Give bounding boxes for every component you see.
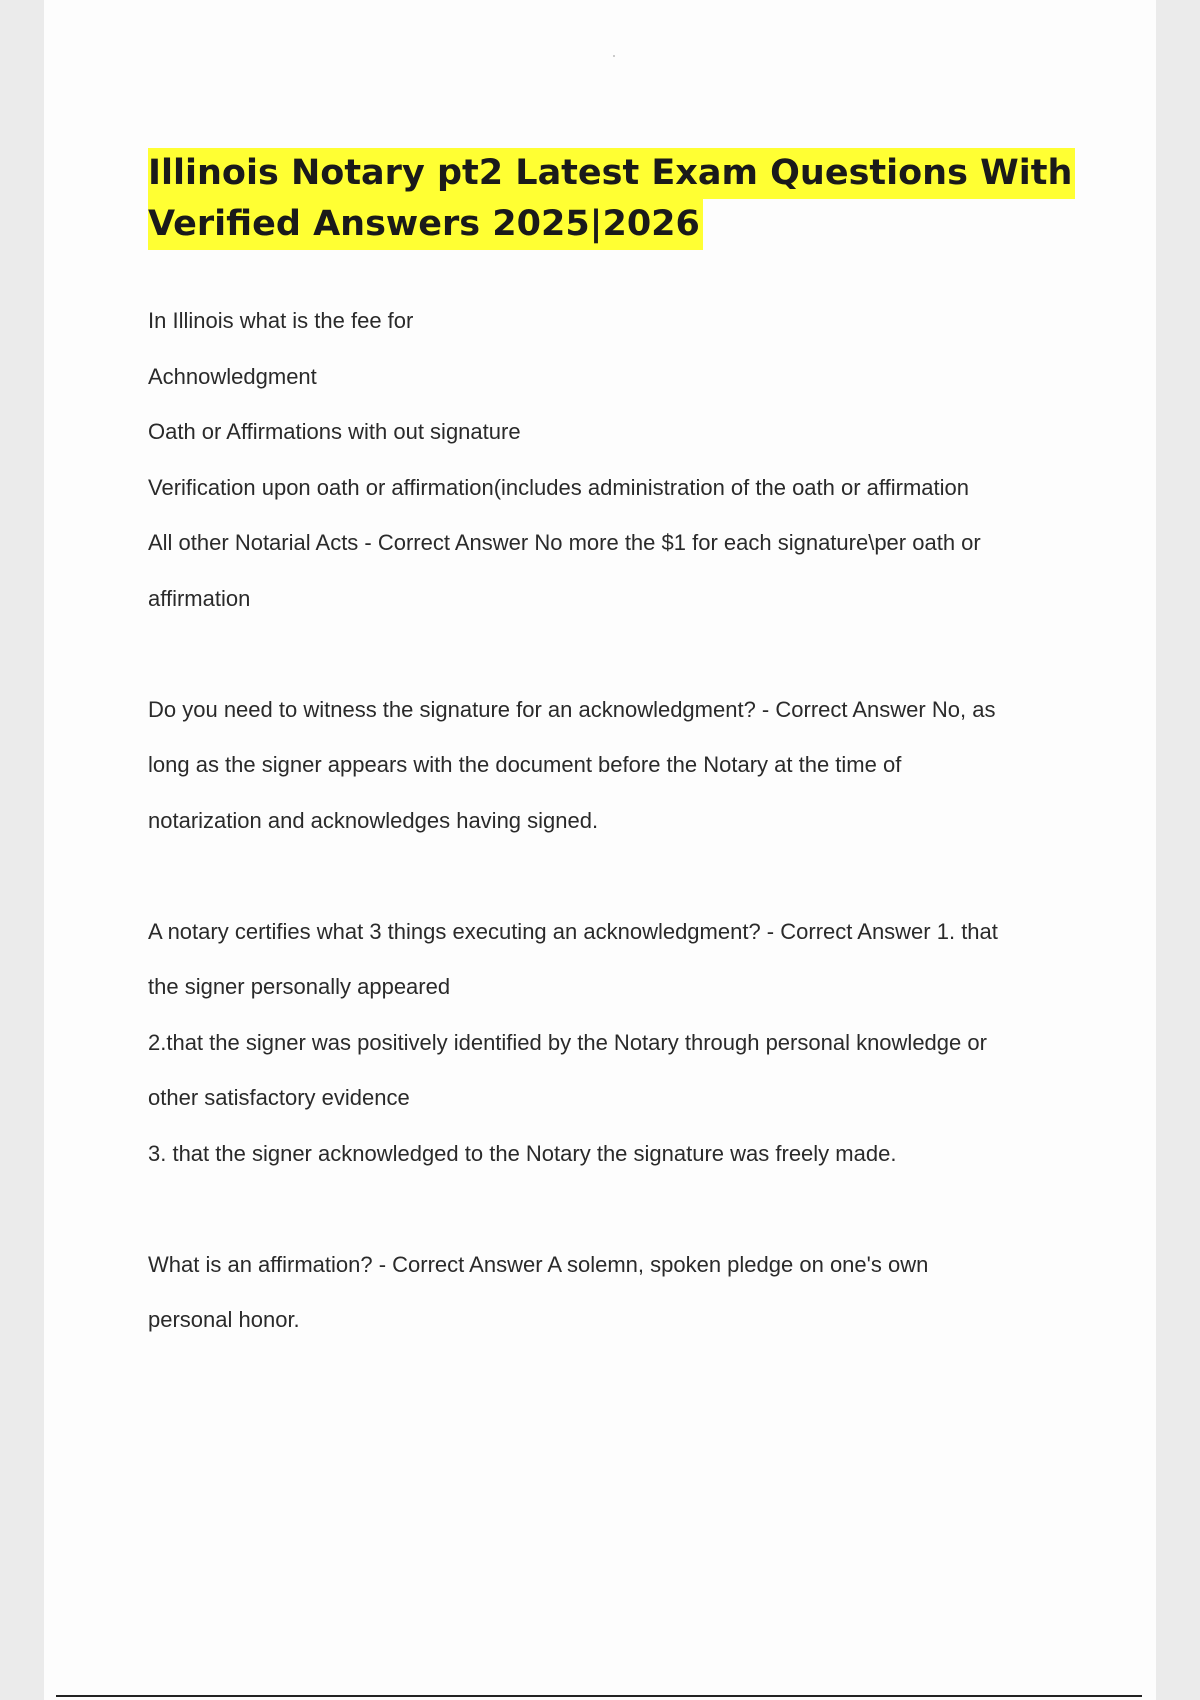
title-line-1: Illinois Notary pt2 Latest Exam Questions With — [148, 148, 1075, 199]
question-line: Achnowledgment — [148, 363, 317, 389]
answer-line: personal honor. — [148, 1307, 300, 1332]
answer-line: long as the signer appears with the document before the Notary at the time of — [148, 752, 902, 777]
answer-line: A notary certifies what 3 things executing an acknowledgment? - Correct Answer 1. that — [148, 918, 998, 944]
qa-block-certifies — [148, 904, 1108, 1182]
answer-line: notarization and acknowledges having signed. — [148, 807, 599, 833]
page-bottom-rule — [56, 1695, 1142, 1697]
spacer — [148, 626, 1108, 682]
answer-line: the signer personally appeared — [148, 974, 451, 999]
spacer — [148, 1181, 1108, 1237]
title-line-2: Verified Answers 2025|2026 — [148, 199, 703, 250]
answer-line: What is an affirmation? - Correct Answer A solemn, spoken pledge on one's own — [148, 1251, 929, 1277]
page-mark — [613, 55, 615, 57]
answer-line: affirmation — [148, 585, 251, 611]
qa-block-affirmation — [148, 1237, 1108, 1348]
spacer — [148, 848, 1108, 904]
answer-line: 2.that the signer was positively identified by the Notary through personal knowledge or — [148, 1029, 987, 1055]
qa-block-fees — [148, 293, 1108, 626]
answer-line: other satisfactory evidence — [148, 1085, 410, 1110]
question-line: In Illinois what is the fee for — [148, 308, 414, 333]
answer-line: All other Notarial Acts - Correct Answer No more the $1 for each signature\per oath or — [148, 530, 981, 555]
document-body — [148, 293, 1108, 1348]
qa-block-witness — [148, 682, 1108, 849]
question-line: Verification upon oath or affirmation(includes administration of the oath or affirmation — [148, 474, 969, 500]
document-title — [148, 148, 1075, 250]
answer-line: 3. that the signer acknowledged to the Notary the signature was freely made. — [148, 1140, 897, 1166]
answer-line: Do you need to witness the signature for an acknowledgment? - Correct Answer No, as — [148, 696, 996, 722]
question-line: Oath or Affirmations with out signature — [148, 419, 521, 444]
